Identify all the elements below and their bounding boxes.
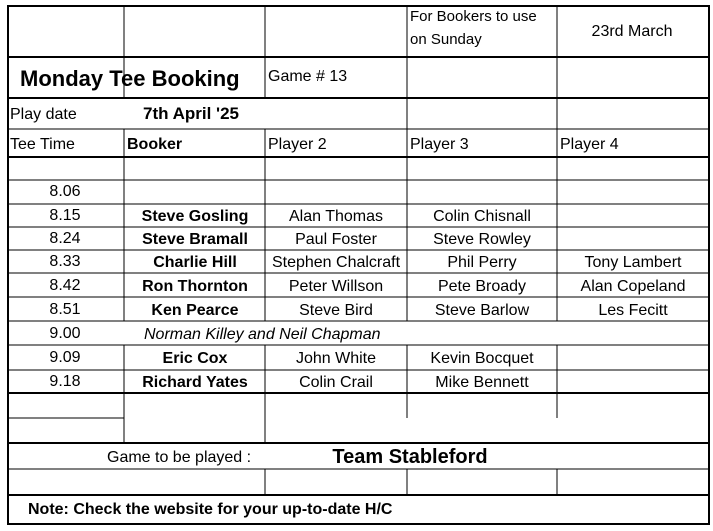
player2-cell: Steve Bird [299,302,373,319]
booker-cell: Charlie Hill [153,254,237,271]
player3-cell: Colin Chisnall [433,208,531,225]
booker-cell: Ron Thornton [142,278,248,295]
player3-cell: Steve Barlow [434,302,530,319]
booker-cell: Eric Cox [162,350,228,367]
player2-cell: Paul Foster [295,231,377,248]
player3-cell: Pete Broady [437,278,527,295]
tee-time-cell: 8.24 [49,230,81,247]
player3-cell: Steve Rowley [433,231,531,248]
player2-cell: Colin Crail [299,374,373,391]
player2-cell: Alan Thomas [289,208,383,225]
player4-cell: Tony Lambert [584,254,682,271]
tee-time-cell: 9.00 [49,325,81,342]
merged-booking-cell: Norman Killey and Neil Chapman [144,326,381,343]
play-date-value: 7th April '25 [143,104,239,123]
col-header-booker: Booker [127,136,183,153]
booker-cell: Ken Pearce [151,302,239,319]
player3-cell: Phil Perry [447,254,517,271]
play-date-label: Play date [10,106,77,123]
notice-date: 23rd March [591,23,673,40]
tee-time-cell: 8.06 [49,183,81,200]
page-title: Monday Tee Booking [20,66,240,91]
col-header-player2: Player 2 [268,136,327,153]
booker-cell: Richard Yates [142,374,248,391]
player2-cell: Peter Willson [288,278,384,295]
tee-time-cell: 9.09 [49,349,81,366]
player2-cell: Stephen Chalcraft [271,254,401,271]
player2-cell: John White [295,350,377,367]
tee-time-cell: 8.42 [49,277,81,294]
tee-time-cell: 8.51 [49,301,81,318]
bookers-note-line1: For Bookers to use [410,8,537,25]
player3-cell: Kevin Bocquet [430,350,534,367]
game-type-label: Game to be played : [107,449,252,466]
col-header-player4: Player 4 [560,136,619,153]
booker-cell: Steve Bramall [142,231,248,248]
tee-time-cell: 9.18 [49,373,81,390]
tee-time-cell: 8.33 [49,253,81,270]
game-type-value: Team Stableford [332,446,488,468]
tee-time-cell: 8.15 [49,207,81,224]
player3-cell: Mike Bennett [435,374,529,391]
col-header-tee-time: Tee Time [10,136,75,153]
player4-cell: Alan Copeland [580,278,686,295]
bookers-note-line2: on Sunday [410,31,482,48]
booker-cell: Steve Gosling [141,208,249,225]
player4-cell: Les Fecitt [598,302,668,319]
col-header-player3: Player 3 [410,136,469,153]
handicap-note: Note: Check the website for your up-to-date H/C [28,501,393,518]
game-number: Game # 13 [268,68,348,85]
